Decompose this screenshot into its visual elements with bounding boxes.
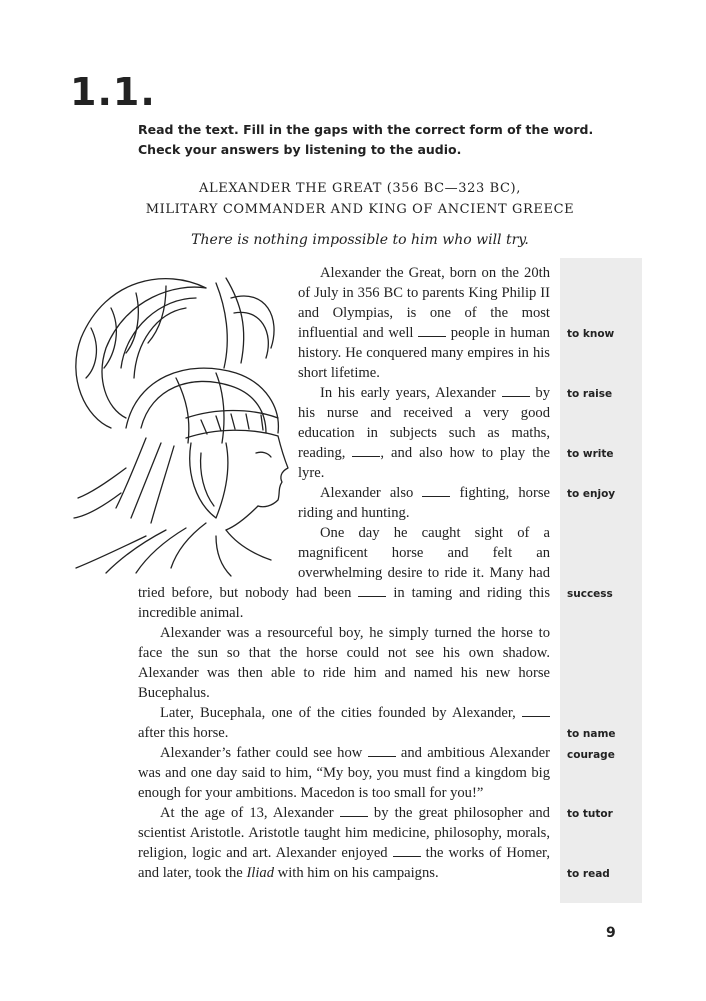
answer-gap[interactable] — [393, 846, 421, 857]
paragraph: At the age of 13, Alexander by the great philosopher and scientist Aristotle. Aristotle taught him medicine, philosophy, morals, religion, logic and art. Alexander enjoyed the works of Homer, and later, took the Iliad with him on his campaigns. — [138, 805, 550, 881]
paragraph: Alexander was a resourceful boy, he simply turned the horse to face the sun so that the horse could not see his own shadow. Alexander was then able to ride him and named his new horse Bucephalus. — [138, 625, 550, 701]
illustration-space — [138, 263, 298, 581]
article-body — [138, 263, 550, 883]
hint-word: to tutor — [567, 808, 613, 820]
section-number: 1.1. — [70, 70, 156, 114]
title-line-1: ALEXANDER THE GREAT (356 BC—323 BC), — [199, 181, 521, 196]
paragraph: One day he caught sight of a magnificent horse and felt an overwhelming desire to ride it. Many had tried before, but nobody had been in taming and riding this incredible animal. — [138, 525, 550, 621]
hint-word: success — [567, 588, 613, 600]
paragraph: Alexander the Great, born on the 20th of July in 356 BC to parents King Philip II and Olympias, is one of the most influential and well people in human history. He conquered many empires in his short lifetime. — [298, 265, 550, 381]
epigraph-quote: There is nothing impossible to him who will try. — [191, 232, 529, 248]
hint-word: courage — [567, 749, 615, 761]
answer-gap[interactable] — [522, 706, 550, 717]
answer-gap[interactable] — [358, 586, 386, 597]
answer-gap[interactable] — [368, 746, 396, 757]
answer-gap[interactable] — [340, 806, 368, 817]
page-number: 9 — [606, 925, 616, 941]
paragraph: Later, Bucephala, one of the cities founded by Alexander, after this horse. — [138, 703, 550, 743]
article-title — [110, 178, 610, 220]
hint-word: to write — [567, 448, 614, 460]
hint-word: to read — [567, 868, 610, 880]
hint-word: to name — [567, 728, 616, 740]
word-hints-column — [560, 258, 642, 903]
answer-gap[interactable] — [502, 386, 530, 397]
book-title: Iliad — [246, 865, 275, 881]
hint-word: to know — [567, 328, 615, 340]
answer-gap[interactable] — [422, 486, 450, 497]
paragraph: In his early years, Alexander by his nurse and received a very good education in subjects such as maths, reading, , and also how to play the lyre. — [298, 385, 551, 481]
paragraph: Alexander’s father could see how and ambitious Alexander was and one day said to him, “My boy, you must find a kingdom big enough for your ambitions. Macedon is too small for you!” — [138, 745, 550, 801]
exercise-instructions: Read the text. Fill in the gaps with the correct form of the word. Check your answers by listening to the audio. — [138, 122, 594, 157]
hint-word: to raise — [567, 388, 613, 400]
answer-gap[interactable] — [418, 326, 446, 337]
title-line-2: MILITARY COMMANDER AND KING OF ANCIENT GREECE — [145, 202, 575, 217]
hint-word: to enjoy — [567, 488, 616, 500]
answer-gap[interactable] — [352, 446, 380, 457]
paragraph: Alexander also fighting, horse riding and hunting. — [298, 485, 550, 521]
